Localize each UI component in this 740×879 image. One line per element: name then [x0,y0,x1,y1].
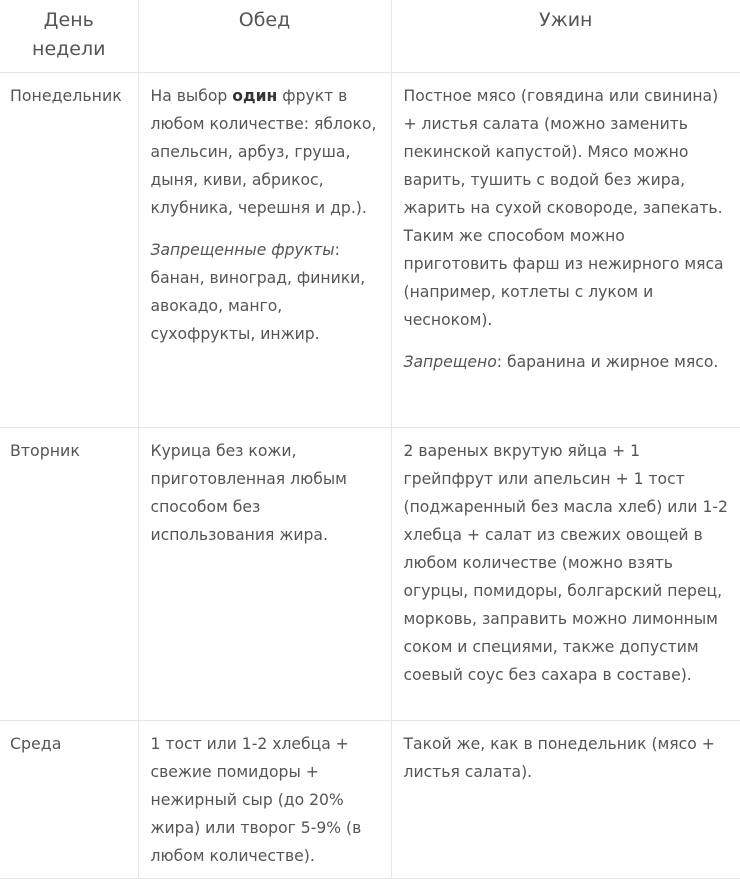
lunch-monday-forbidden-label: Запрещенные фрукты [150,241,335,259]
row-wednesday [0,721,740,879]
dinner-monday-text: Постное мясо (говядина или свинина) + листья салата (можно заменить пекинской капустой). Мясо можно варить, тушить с водой без жира, жарить на сухой сковороде, запекать. Таким же способом можно приготовить фарш из нежирного мяса (например, котлеты с луком и чесноком). [403,87,724,329]
header-row [0,0,740,73]
dinner-cell-monday [391,73,740,428]
lunch-monday-intro [151,82,381,222]
dinner-monday-forbidden-text: : баранина и жирное мясо. [496,353,719,371]
lunch-tuesday-text: Курица без кожи, приготовленная любым способом без использования жира. [150,442,347,544]
header-dinner: Ужин [391,0,740,73]
lunch-monday-forbidden [151,236,381,348]
dinner-wednesday-text: Такой же, как в понедельник (мясо + листья салата). [403,735,715,781]
header-lunch: Обед [138,0,391,73]
lunch-cell-wednesday [138,721,391,879]
lunch-monday-intro-bold: один [232,87,278,105]
lunch-cell-monday [138,73,391,428]
dinner-cell-wednesday [391,721,740,879]
lunch-monday-intro-after: фрукт в любом количестве: яблоко, апельсин, арбуз, груша, дыня, киви, абрикос, клубника, черешня и др.). [150,87,377,217]
header-day: День недели [0,0,138,73]
lunch-cell-tuesday [138,428,391,721]
lunch-monday-forbidden-text: : банан, виноград, финики, авокадо, манго, сухофрукты, инжир. [150,241,366,343]
lunch-wednesday-text: 1 тост или 1-2 хлебца + свежие помидоры + нежирный сыр (до 20% жира) или творог 5-9% (в любом количестве). [150,735,362,865]
dinner-tuesday-text: 2 вареных вкрутую яйца + 1 грейпфрут или апельсин + 1 тост (поджаренный без масла хлеб) или 1-2 хлебца + салат из свежих овощей в любом количестве (можно взять огурцы, помидоры, болгарский перец, морковь, заправить можно лимонным соком и специями, также допустим соевый соус без сахара в составе). [403,442,728,684]
dinner-monday-forbidden [404,348,731,376]
dinner-cell-tuesday [391,428,740,721]
dinner-monday-forbidden-label: Запрещено [403,353,497,371]
row-monday [0,73,740,428]
lunch-monday-intro-before: На выбор [150,87,233,105]
day-cell-monday: Понедельник [0,73,138,428]
day-cell-tuesday: Вторник [0,428,138,721]
row-tuesday [0,428,740,721]
day-cell-wednesday: Среда [0,721,138,879]
